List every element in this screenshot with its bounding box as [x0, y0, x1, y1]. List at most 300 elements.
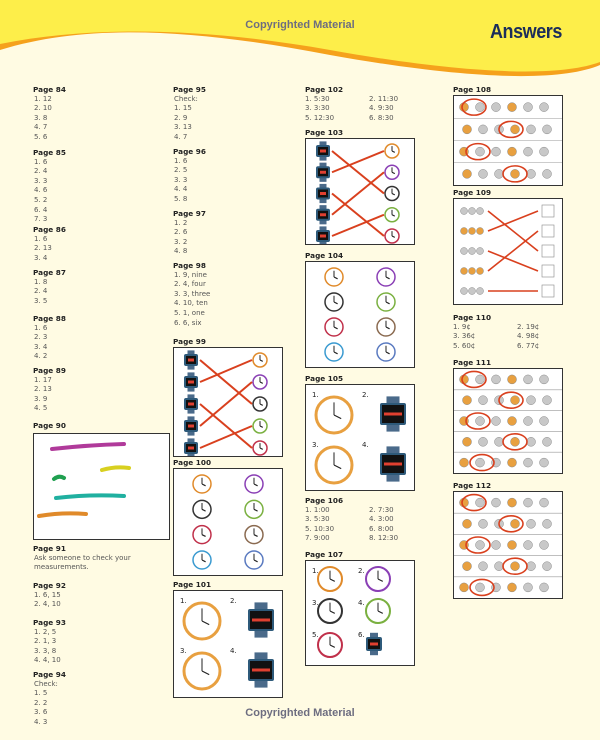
coin-icon — [461, 268, 468, 275]
section-title: Page 91 — [33, 544, 66, 553]
coin-icon — [461, 208, 468, 215]
answer-line: 2. 4 — [34, 287, 48, 296]
match-line — [200, 382, 252, 426]
coin-icon — [463, 437, 472, 446]
clock-icon — [377, 343, 395, 361]
coin-icon — [540, 583, 549, 592]
answer-section — [173, 337, 206, 347]
coin-icon — [540, 498, 549, 507]
answer-section — [33, 148, 66, 225]
answer-line: 3. 5:30 — [305, 515, 330, 524]
answer-line: 1. 2, 5 — [34, 627, 57, 636]
answer-line: 1. 8 — [34, 277, 48, 286]
coin-icon — [543, 519, 552, 528]
answer-section — [173, 147, 206, 205]
clock-icon — [316, 397, 352, 433]
coin-icon — [524, 458, 533, 467]
answer-line: 3. 8 — [34, 113, 48, 122]
answer-figure-bigclocks — [305, 384, 415, 491]
section-title: Page 90 — [33, 421, 66, 430]
section-title: Page 106 — [305, 496, 344, 505]
coin-icon — [511, 562, 520, 571]
answer-line: 2. 6 — [174, 228, 188, 237]
answer-line: 1. 1:00 — [305, 505, 330, 514]
watch-icon — [184, 394, 198, 413]
answer-line: Check: — [34, 679, 58, 688]
answer-line: 1. 17 — [34, 375, 52, 384]
answer-line: 4. 98¢ — [517, 332, 540, 341]
clock-icon — [184, 653, 220, 689]
coin-icon — [543, 169, 552, 178]
watch-icon — [316, 163, 330, 182]
answer-line: 2. 4, four — [174, 280, 206, 289]
coin-icon — [479, 396, 488, 405]
clock-icon — [193, 500, 211, 518]
figure-label: 5. — [312, 631, 319, 639]
section-title: Page 94 — [33, 670, 66, 679]
answer-section — [453, 85, 491, 95]
figure-label: 4. — [362, 441, 369, 449]
answer-figure-coins — [453, 491, 563, 599]
watch-icon — [248, 652, 274, 687]
answer-section — [173, 85, 206, 143]
coin-icon — [543, 125, 552, 134]
match-line — [332, 151, 384, 194]
answer-line: 5. 12:30 — [305, 113, 335, 122]
answer-line: 2. 1, 3 — [34, 637, 57, 646]
clock-icon — [193, 475, 211, 493]
answer-line: 4. 10, ten — [174, 299, 208, 308]
coin-icon — [476, 417, 485, 426]
answer-line: 4. 6 — [34, 186, 48, 195]
watch-icon — [380, 446, 406, 481]
coin-icon — [460, 583, 469, 592]
answer-figure-match — [305, 138, 415, 245]
coin-icon — [479, 125, 488, 134]
figure-label: 6. — [358, 631, 365, 639]
clock-icon — [193, 551, 211, 569]
coin-icon — [492, 147, 501, 156]
answer-figure-sixclocks — [305, 560, 415, 666]
answer-section — [33, 618, 66, 666]
coin-icon — [463, 519, 472, 528]
answer-line: 5. 1, one — [174, 308, 205, 317]
coin-icon — [477, 248, 484, 255]
answer-line: 1. 9, nine — [174, 270, 207, 279]
section-title: Page 93 — [33, 618, 66, 627]
coin-icon — [524, 498, 533, 507]
answer-line: Ask someone to check your — [34, 553, 131, 562]
answer-figure-coins — [453, 368, 563, 474]
answer-line: 6. 77¢ — [517, 341, 540, 350]
coin-icon — [524, 103, 533, 112]
clock-icon — [385, 187, 399, 201]
coin-icon — [508, 417, 517, 426]
figure-label: 1. — [312, 391, 319, 399]
answer-section — [33, 314, 66, 362]
answer-line: 3. 4 — [34, 253, 48, 262]
answer-line: 5. 10:30 — [305, 524, 335, 533]
coin-icon — [476, 147, 485, 156]
answer-line: 5. 60¢ — [453, 341, 476, 350]
coin-icon — [463, 169, 472, 178]
clock-icon — [325, 293, 343, 311]
coin-icon — [476, 103, 485, 112]
answer-line: 1. 15 — [174, 104, 192, 113]
coin-icon — [492, 103, 501, 112]
match-line — [200, 426, 252, 448]
match-line — [488, 211, 538, 231]
clock-icon — [366, 599, 390, 623]
coin-icon — [543, 396, 552, 405]
answer-line: 5. 2 — [34, 195, 48, 204]
coin-icon — [476, 458, 485, 467]
figure-label: 2. — [362, 391, 369, 399]
clock-icon — [366, 567, 390, 591]
answer-section — [33, 225, 66, 263]
answer-section — [33, 421, 66, 431]
answer-section — [33, 268, 66, 306]
section-title: Page 112 — [453, 481, 492, 490]
answer-section — [453, 481, 491, 491]
coin-icon — [540, 458, 549, 467]
answer-line: 1. 6 — [34, 234, 48, 243]
answer-line: 3. 2 — [174, 237, 188, 246]
answer-line: 1. 6 — [34, 323, 48, 332]
section-title: Page 108 — [453, 85, 492, 94]
coin-icon — [495, 169, 504, 178]
answer-line: 1. 6, 15 — [34, 590, 61, 599]
answer-line: 3. 3, 8 — [34, 646, 57, 655]
answer-line: 6. 4 — [34, 205, 48, 214]
section-title: Page 101 — [173, 580, 212, 589]
coin-icon — [524, 147, 533, 156]
match-line — [200, 360, 252, 404]
clock-icon — [385, 208, 399, 222]
answer-line: 4. 8 — [174, 247, 188, 256]
coin-icon — [540, 375, 549, 384]
coin-icon — [469, 208, 476, 215]
coin-icon — [527, 519, 536, 528]
figure-label: 4. — [358, 599, 365, 607]
watch-icon — [316, 141, 330, 160]
section-title: Page 102 — [305, 85, 344, 94]
answer-line: 2. 4, 10 — [34, 600, 61, 609]
coin-icon — [476, 583, 485, 592]
coin-icon — [508, 541, 517, 550]
answer-line: 3. 6 — [34, 708, 48, 717]
answer-line: 4. 7 — [34, 123, 48, 132]
watch-icon — [380, 396, 406, 431]
coin-icon — [543, 437, 552, 446]
figure-label: 1. — [180, 597, 187, 605]
coin-icon — [495, 562, 504, 571]
match-line — [488, 231, 538, 271]
section-title: Page 105 — [305, 374, 344, 383]
section-title: Page 84 — [33, 85, 66, 94]
answer-line: 5. 8 — [174, 194, 188, 203]
answer-line: 1. 6 — [174, 156, 188, 165]
match-line — [332, 172, 384, 215]
answer-line: 3. 3 — [34, 176, 48, 185]
figure-label: 3. — [312, 599, 319, 607]
coin-icon — [492, 498, 501, 507]
section-title: Page 89 — [33, 366, 66, 375]
coin-icon — [511, 125, 520, 134]
answer-figure-coins — [453, 95, 563, 186]
coin-icon — [479, 519, 488, 528]
coin-icon — [460, 375, 469, 384]
section-title: Page 104 — [305, 251, 344, 260]
section-title: Page 85 — [33, 148, 66, 157]
answer-line: 6. 8:00 — [369, 524, 394, 533]
answer-section — [305, 496, 433, 544]
answer-line: 5. 6 — [34, 132, 48, 141]
figure-label: 3. — [312, 441, 319, 449]
clock-icon — [318, 567, 342, 591]
worm-drawing — [56, 495, 124, 498]
watch-icon — [184, 372, 198, 391]
coin-icon — [511, 396, 520, 405]
answer-line: 2. 19¢ — [517, 322, 540, 331]
answer-line: 3. 3 — [174, 175, 188, 184]
coin-icon — [477, 288, 484, 295]
coin-icon — [460, 458, 469, 467]
match-line — [332, 194, 384, 237]
answer-line: 4. 4 — [174, 185, 188, 194]
watch-icon — [184, 416, 198, 435]
section-title: Page 107 — [305, 550, 344, 559]
answer-section — [33, 366, 66, 414]
clock-icon — [245, 526, 263, 544]
coin-icon — [524, 375, 533, 384]
clock-icon — [318, 599, 342, 623]
answer-line: 7. 3 — [34, 215, 48, 224]
answer-line: 7. 9:00 — [305, 534, 330, 543]
match-line — [488, 251, 538, 271]
answer-line: 8. 12:30 — [369, 534, 399, 543]
coin-icon — [495, 437, 504, 446]
answer-section — [33, 544, 131, 573]
section-title: Page 88 — [33, 314, 66, 323]
coin-icon — [476, 375, 485, 384]
clock-icon — [377, 318, 395, 336]
answer-line: 3. 3:30 — [305, 104, 330, 113]
section-title: Page 98 — [173, 261, 206, 270]
coin-icon — [463, 396, 472, 405]
answer-figure-clockgrid — [173, 468, 283, 576]
clock-icon — [385, 165, 399, 179]
clock-icon — [325, 343, 343, 361]
watch-icon — [184, 350, 198, 369]
coin-icon — [511, 169, 520, 178]
coin-icon — [527, 562, 536, 571]
coin-icon — [508, 498, 517, 507]
answer-section — [173, 209, 206, 257]
answer-section — [453, 313, 581, 351]
answer-line: 2. 13 — [34, 244, 52, 253]
answer-line: 1. 12 — [34, 94, 52, 103]
coin-icon — [527, 125, 536, 134]
worm-drawing — [102, 467, 129, 470]
clock-icon — [385, 144, 399, 158]
page-title: Answers — [490, 21, 562, 43]
answer-line: 6. 6, six — [174, 318, 202, 327]
watch-icon — [248, 602, 274, 637]
answer-line: measurements. — [34, 563, 89, 572]
section-title: Page 111 — [453, 358, 492, 367]
section-title: Page 103 — [305, 128, 344, 137]
answer-line: 2. 10 — [34, 104, 52, 113]
answer-section — [453, 188, 491, 198]
answer-line: 1. 6 — [34, 157, 48, 166]
coin-icon — [460, 103, 469, 112]
answer-section — [33, 85, 66, 143]
answer-line: 4. 5 — [34, 404, 48, 413]
answer-line: 4. 4, 10 — [34, 656, 61, 665]
clock-icon — [318, 633, 342, 657]
coin-icon — [540, 417, 549, 426]
coin-icon — [508, 583, 517, 592]
figure-label: 2. — [230, 597, 237, 605]
coin-icon — [540, 103, 549, 112]
worm-drawing — [54, 477, 64, 479]
coin-icon — [477, 208, 484, 215]
clock-icon — [253, 353, 267, 367]
clock-icon — [377, 293, 395, 311]
answer-line: Check: — [174, 94, 198, 103]
section-title: Page 97 — [173, 209, 206, 218]
coin-icon — [511, 519, 520, 528]
answer-line: 2. 13 — [34, 385, 52, 394]
section-title: Page 109 — [453, 188, 492, 197]
section-title: Page 99 — [173, 337, 206, 346]
section-title: Page 92 — [33, 581, 66, 590]
coin-icon — [540, 147, 549, 156]
answer-section — [33, 581, 66, 610]
coin-icon — [524, 541, 533, 550]
section-title: Page 95 — [173, 85, 206, 94]
clock-icon — [385, 229, 399, 243]
section-title: Page 86 — [33, 225, 66, 234]
clock-icon — [193, 526, 211, 544]
answer-section — [173, 261, 210, 328]
coin-icon — [477, 268, 484, 275]
coin-icon — [492, 375, 501, 384]
coin-icon — [461, 248, 468, 255]
coin-icon — [508, 458, 517, 467]
coin-icon — [460, 498, 469, 507]
answer-line: 4. 7 — [174, 132, 188, 141]
coin-icon — [461, 228, 468, 235]
answer-section — [305, 251, 343, 261]
answer-line: 4. 3 — [34, 717, 48, 726]
answer-section — [305, 550, 343, 560]
answer-line: 4. 2 — [34, 352, 48, 361]
answer-section — [173, 580, 211, 590]
coin-icon — [508, 375, 517, 384]
answer-line: 3. 4 — [34, 342, 48, 351]
watch-icon — [184, 438, 198, 456]
coin-icon — [524, 417, 533, 426]
answer-section — [173, 458, 211, 468]
clock-icon — [325, 268, 343, 286]
clock-icon — [325, 318, 343, 336]
coin-icon — [527, 437, 536, 446]
answer-line: 2. 3 — [34, 333, 48, 342]
answer-line: 4. 3:00 — [369, 515, 394, 524]
clock-icon — [184, 603, 220, 639]
copyright-header: Copyrighted Material — [245, 19, 355, 31]
answer-line: 3. 9 — [34, 394, 48, 403]
match-line — [332, 215, 384, 236]
coin-icon — [479, 169, 488, 178]
answer-line: 3. 5 — [34, 296, 48, 305]
coin-icon — [469, 248, 476, 255]
clock-icon — [245, 551, 263, 569]
figure-label: 1. — [312, 567, 319, 575]
coin-icon — [527, 169, 536, 178]
clock-icon — [316, 447, 352, 483]
answer-line: 6. 8:30 — [369, 113, 394, 122]
match-line — [332, 151, 384, 172]
coin-icon — [461, 288, 468, 295]
coin-icon — [469, 268, 476, 275]
coin-icon — [527, 396, 536, 405]
answer-line: 2. 7:30 — [369, 505, 394, 514]
answer-line: 1. 2 — [174, 218, 188, 227]
answer-line: 2. 2 — [34, 698, 48, 707]
watch-icon — [316, 205, 330, 224]
coin-icon — [540, 541, 549, 550]
coin-icon — [476, 541, 485, 550]
answer-line: 2. 5 — [174, 166, 188, 175]
answer-figure-clockgrid — [305, 261, 415, 368]
answer-section — [305, 374, 343, 384]
figure-label: 3. — [180, 647, 187, 655]
figure-label: 2. — [358, 567, 365, 575]
figure-label: 4. — [230, 647, 237, 655]
clock-icon — [245, 500, 263, 518]
coin-icon — [476, 498, 485, 507]
answer-line: 1. 5 — [34, 689, 48, 698]
answer-section — [305, 85, 433, 123]
answer-figure-bigclocks — [173, 590, 283, 698]
coin-icon — [492, 541, 501, 550]
section-title: Page 96 — [173, 147, 206, 156]
clock-icon — [253, 397, 267, 411]
coin-icon — [479, 562, 488, 571]
match-line — [488, 211, 538, 251]
answer-figure-worms — [33, 433, 170, 540]
coin-icon — [479, 437, 488, 446]
answer-line: 2. 11:30 — [369, 94, 399, 103]
copyright-footer: Copyrighted Material — [245, 707, 355, 719]
answer-line: 2. 4 — [34, 167, 48, 176]
section-title: Page 110 — [453, 313, 492, 322]
answer-section — [33, 670, 66, 728]
watch-icon — [366, 633, 382, 655]
answer-section — [305, 128, 343, 138]
worm-drawing — [39, 513, 86, 516]
answer-figure-coinmatch — [453, 198, 563, 305]
answer-line: 4. 9:30 — [369, 104, 394, 113]
coin-icon — [492, 417, 501, 426]
watch-icon — [316, 184, 330, 203]
coin-icon — [508, 103, 517, 112]
answer-section — [453, 358, 491, 368]
coin-icon — [477, 228, 484, 235]
